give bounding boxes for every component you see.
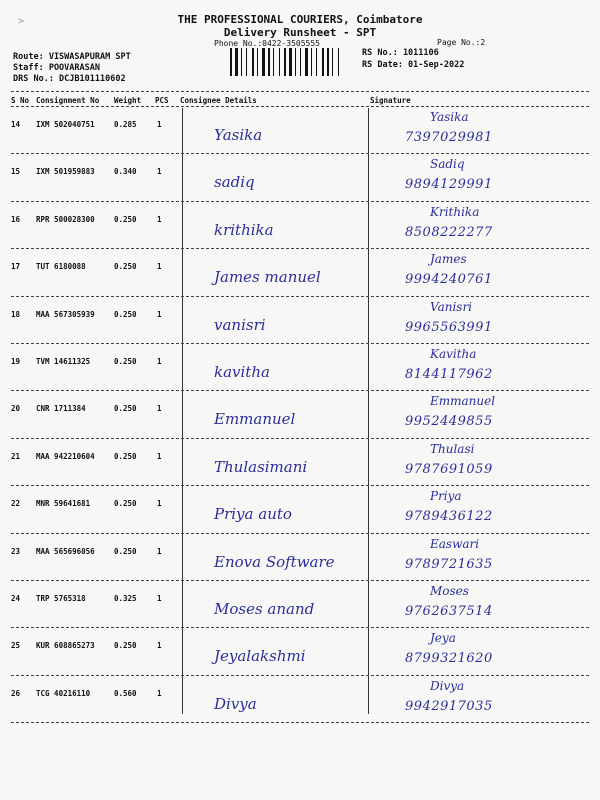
cell-consignment: TUT 6180088: [36, 262, 86, 272]
barcode-bar: [305, 48, 308, 76]
company-phone: Phone No.:0422-3505555: [214, 39, 320, 48]
table-row: [0, 203, 600, 255]
barcode-bar: [330, 48, 331, 76]
cell-sno: 25: [11, 641, 21, 651]
signature-handwritten: Moses: [430, 584, 469, 598]
row-divider: [11, 201, 589, 202]
company-title: THE PROFESSIONAL COURIERS, Coimbatore: [177, 13, 423, 26]
cell-consignment: RPR 500028300: [36, 214, 95, 224]
cell-pcs: 1: [157, 167, 162, 177]
barcode-bar: [318, 48, 321, 76]
barcode-bar: [295, 48, 296, 76]
table-row: [0, 487, 600, 539]
cell-weight: 0.340: [114, 167, 137, 177]
table-row: [0, 440, 600, 492]
barcode-bar: [281, 48, 283, 76]
cell-sno: 15: [11, 167, 21, 177]
barcode-bar: [302, 48, 304, 76]
row-divider: [11, 533, 589, 534]
phone-handwritten: 9789436122: [405, 509, 493, 525]
signature-handwritten: Emmanuel: [430, 394, 496, 409]
rs-date: RS Date: 01-Sep-2022: [362, 60, 465, 70]
cell-pcs: 1: [157, 120, 162, 129]
cell-pcs: 1: [157, 404, 162, 414]
col-pcs: PCS: [155, 96, 169, 105]
consignee-name-handwritten: Emmanuel: [214, 410, 296, 429]
row-divider: [11, 485, 589, 486]
barcode-bar: [340, 48, 342, 76]
cell-consignment: MNR 59641681: [36, 499, 91, 509]
row-divider: [11, 722, 589, 723]
col-sno: S No: [11, 96, 30, 105]
barcode-bar: [284, 48, 286, 76]
barcode-bar: [338, 48, 339, 76]
cell-pcs: 1: [157, 594, 162, 603]
cell-weight: 0.250: [114, 309, 137, 319]
col-consignee: Consignee Details: [180, 96, 257, 105]
cell-sno: 16: [11, 214, 21, 224]
signature-handwritten: Jeya: [430, 631, 456, 646]
barcode-bar: [271, 48, 272, 76]
runsheet-subtitle: Delivery Runsheet - SPT: [223, 26, 377, 39]
cell-consignment: MAA 565696056: [36, 546, 95, 556]
barcode-bar: [273, 48, 274, 76]
phone-handwritten: 8508222277: [405, 224, 493, 240]
phone-handwritten: 9965563991: [405, 319, 493, 335]
row-divider: [11, 343, 589, 344]
cell-sno: 24: [11, 594, 21, 603]
signature-handwritten: Divya: [430, 678, 465, 693]
barcode-bar: [246, 48, 247, 76]
consignee-name-handwritten: Priya auto: [214, 505, 292, 524]
header-top-rule: [11, 91, 589, 92]
row-divider: [11, 675, 589, 676]
barcode-bar: [293, 48, 294, 76]
barcode-bar: [262, 48, 265, 76]
barcode-bar: [332, 48, 333, 76]
cell-weight: 0.250: [114, 499, 137, 509]
table-row: [0, 582, 600, 634]
barcode: [230, 48, 355, 76]
table-row: [0, 345, 600, 397]
signature-handwritten: Krithika: [430, 204, 480, 219]
barcode-bar: [311, 48, 312, 76]
row-divider: [11, 390, 589, 391]
barcode-bar: [259, 48, 261, 76]
cell-sno: 22: [11, 499, 21, 509]
phone-handwritten: 9894129991: [405, 177, 493, 193]
barcode-bar: [266, 48, 267, 76]
cell-consignment: CNR 1711384: [36, 404, 86, 414]
cell-pcs: 1: [157, 262, 162, 272]
cell-consignment: IXM 502040751: [36, 120, 95, 129]
staff-label: Staff: POOVARASAN: [13, 63, 100, 73]
cell-pcs: 1: [157, 499, 162, 509]
cell-weight: 0.250: [114, 262, 137, 272]
barcode-bar: [309, 48, 310, 76]
cell-pcs: 1: [157, 546, 162, 556]
table-row: [0, 535, 600, 587]
phone-handwritten: 9789721635: [405, 556, 493, 572]
cell-sno: 26: [11, 688, 21, 698]
barcode-bar: [275, 48, 278, 76]
row-divider: [11, 248, 589, 249]
cell-consignment: TCG 40216110: [36, 688, 91, 698]
barcode-bar: [233, 48, 234, 76]
cell-weight: 0.250: [114, 546, 137, 556]
phone-handwritten: 8799321620: [405, 651, 493, 667]
col-consignment: Consignment No: [36, 96, 100, 105]
consignee-name-handwritten: Thulasimani: [214, 457, 308, 476]
cell-consignment: TVM 14611325: [36, 357, 91, 366]
route-label: Route: VISWASAPURAM SPT: [13, 52, 131, 62]
signature-handwritten: Thulasi: [430, 441, 475, 456]
signature-handwritten: Sadiq: [430, 157, 465, 172]
row-divider: [11, 627, 589, 628]
consignee-name-handwritten: kavitha: [214, 363, 270, 381]
row-divider: [11, 153, 589, 154]
consignee-name-handwritten: James manuel: [214, 268, 321, 287]
barcode-bar: [322, 48, 324, 76]
phone-handwritten: 7397029981: [405, 130, 493, 145]
cell-sno: 23: [11, 546, 21, 556]
cell-pcs: 1: [157, 357, 162, 366]
cell-sno: 17: [11, 262, 21, 272]
cell-weight: 0.250: [114, 641, 137, 651]
consignee-name-handwritten: Enova Software: [214, 552, 335, 571]
table-row: [0, 155, 600, 207]
cell-pcs: 1: [157, 451, 162, 461]
row-divider: [11, 580, 589, 581]
barcode-bar: [268, 48, 270, 76]
col-weight: Weight: [114, 96, 142, 105]
cell-weight: 0.325: [114, 594, 137, 603]
table-row: [0, 298, 600, 350]
consignee-name-handwritten: Yasika: [214, 126, 263, 144]
cell-weight: 0.560: [114, 688, 137, 698]
barcode-bar: [243, 48, 245, 76]
consignee-name-handwritten: vanisri: [214, 315, 266, 334]
signature-handwritten: Priya: [430, 489, 462, 504]
page-corner-mark: >: [18, 16, 25, 27]
consignee-name-handwritten: Moses anand: [214, 600, 315, 618]
consignee-name-handwritten: Divya: [214, 694, 257, 713]
col-signature: Signature: [370, 96, 411, 105]
signature-handwritten: Vanisri: [430, 299, 473, 314]
consignee-name-handwritten: krithika: [214, 220, 274, 239]
phone-handwritten: 8144117962: [405, 367, 493, 382]
cell-sno: 21: [11, 451, 21, 461]
cell-weight: 0.250: [114, 357, 137, 366]
signature-handwritten: Kavitha: [430, 347, 477, 361]
barcode-bar: [289, 48, 292, 76]
cell-sno: 20: [11, 404, 21, 414]
consignee-name-handwritten: Jeyalakshmi: [214, 647, 306, 666]
cell-weight: 0.250: [114, 214, 137, 224]
barcode-bar: [257, 48, 258, 76]
barcode-bar: [279, 48, 280, 76]
barcode-bar: [334, 48, 337, 76]
drs-number: DRS No.: DCJB101110602: [13, 74, 126, 84]
cell-pcs: 1: [157, 688, 162, 698]
cell-weight: 0.250: [114, 451, 137, 461]
cell-weight: 0.250: [114, 404, 137, 414]
table-row: [0, 108, 600, 160]
cell-sno: 19: [11, 357, 21, 366]
rs-number: RS No.: 1011106: [362, 48, 439, 58]
barcode-bar: [235, 48, 238, 76]
phone-handwritten: 9994240761: [405, 272, 493, 288]
consignee-name-handwritten: sadiq: [214, 173, 255, 192]
cell-weight: 0.285: [114, 120, 137, 129]
barcode-bar: [239, 48, 240, 76]
phone-handwritten: 9787691059: [405, 461, 493, 477]
cell-sno: 18: [11, 309, 21, 319]
signature-handwritten: Yasika: [430, 110, 469, 124]
barcode-bar: [287, 48, 288, 76]
row-divider: [11, 296, 589, 297]
cell-consignment: MAA 567305939: [36, 309, 95, 319]
barcode-bar: [297, 48, 299, 76]
signature-handwritten: Easwari: [430, 536, 480, 551]
header-bottom-rule: [11, 106, 589, 107]
phone-handwritten: 9942917035: [405, 698, 493, 714]
cell-pcs: 1: [157, 641, 162, 651]
barcode-bar: [252, 48, 254, 76]
barcode-bar: [327, 48, 329, 76]
barcode-bar: [325, 48, 326, 76]
table-row: [0, 392, 600, 444]
cell-pcs: 1: [157, 214, 162, 224]
barcode-bar: [300, 48, 301, 76]
page-number: Page No.:2: [437, 38, 486, 47]
row-divider: [11, 438, 589, 439]
signature-handwritten: James: [430, 252, 467, 267]
table-row: [0, 629, 600, 681]
barcode-bar: [316, 48, 317, 76]
cell-consignment: MAA 942210604: [36, 451, 95, 461]
barcode-bar: [241, 48, 242, 76]
table-row: [0, 250, 600, 302]
phone-handwritten: 9762637514: [405, 604, 493, 619]
phone-handwritten: 9952449855: [405, 414, 493, 430]
barcode-bar: [313, 48, 315, 76]
cell-consignment: KUR 608865273: [36, 641, 95, 651]
cell-consignment: IXM 501959883: [36, 167, 95, 177]
cell-consignment: TRP 5765318: [36, 594, 86, 603]
cell-pcs: 1: [157, 309, 162, 319]
barcode-bar: [248, 48, 251, 76]
table-row: [0, 677, 600, 729]
cell-sno: 14: [11, 120, 21, 129]
barcode-bar: [230, 48, 232, 76]
barcode-bar: [255, 48, 256, 76]
